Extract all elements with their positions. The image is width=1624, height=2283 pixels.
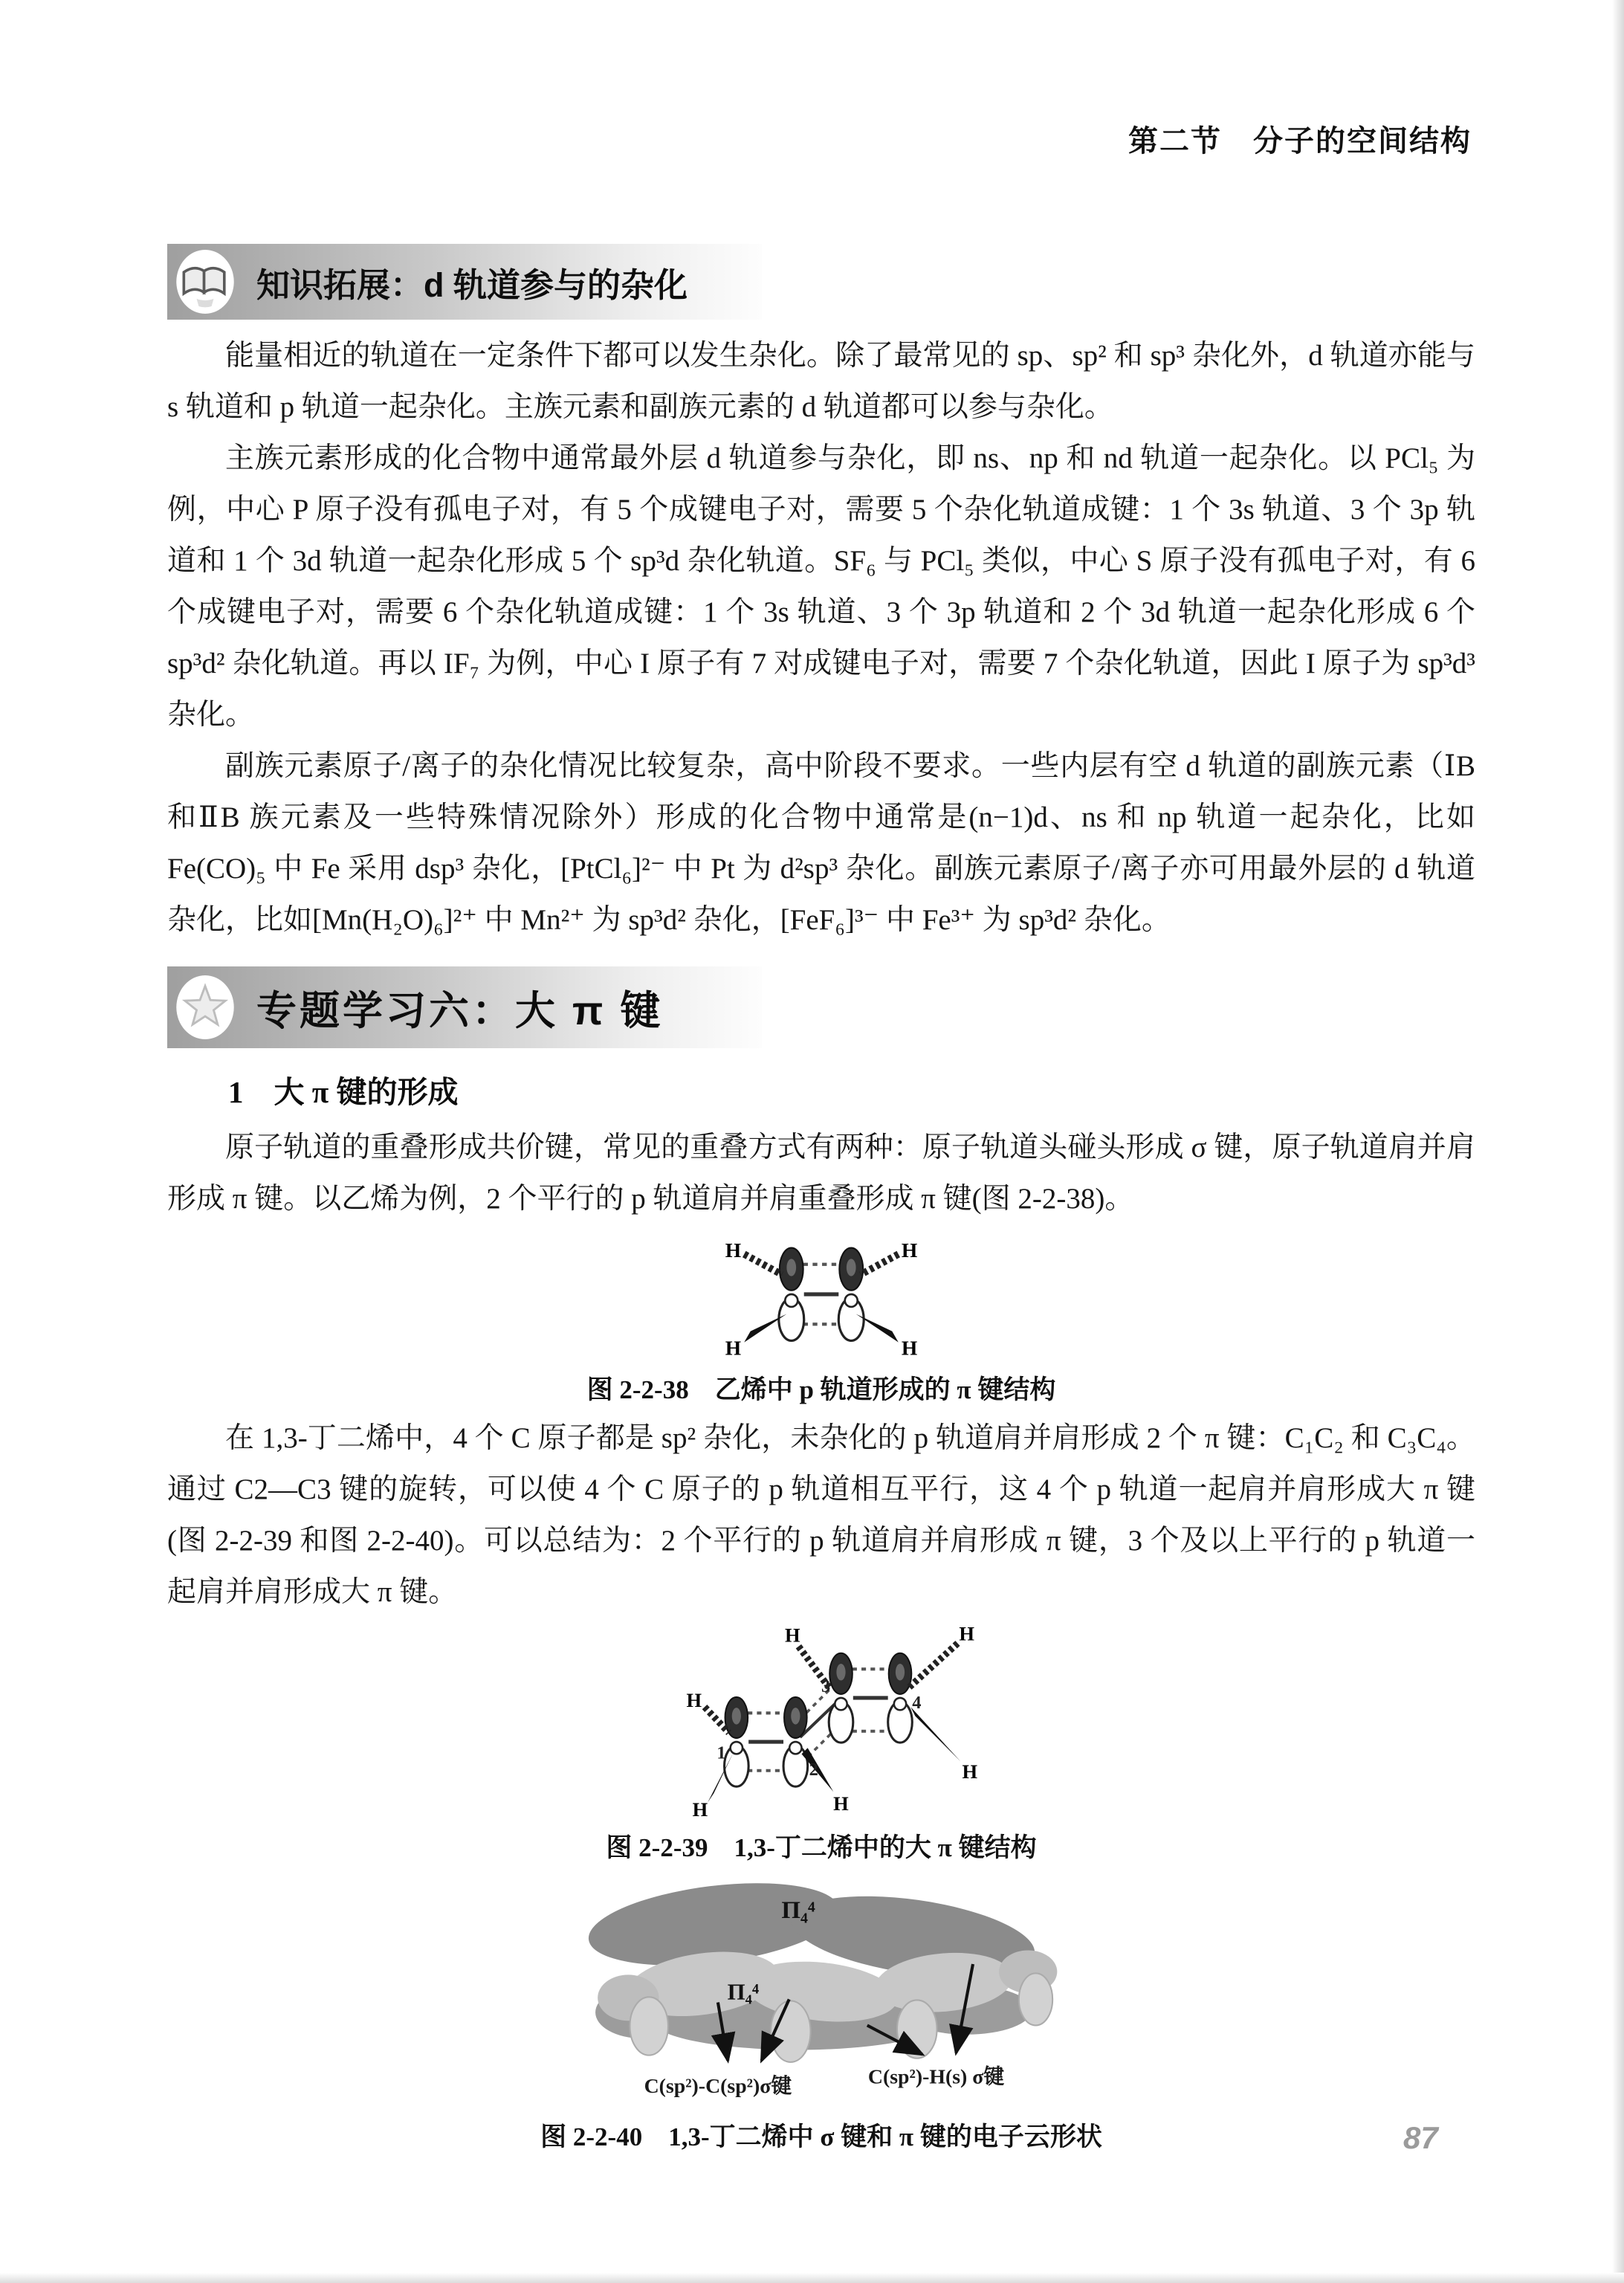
orbital-number: 3	[821, 1676, 831, 1696]
figure-caption: 图 2-2-38 乙烯中 p 轨道形成的 π 键结构	[586, 1375, 1056, 1404]
h-atom-label: H	[725, 1239, 742, 1262]
figure-caption: 图 2-2-40 1,3-丁二烯中 σ 键和 π 键的电子云形状	[540, 2122, 1102, 2151]
p-orbital-4	[888, 1653, 913, 1743]
h-atom-label: H	[833, 1792, 849, 1815]
page-edge-bottom	[0, 2273, 1624, 2283]
p-orbital-left	[779, 1248, 804, 1341]
knowledge-expansion-banner	[167, 244, 762, 320]
h-atom-label: H	[725, 1336, 742, 1360]
p-orbital-1	[725, 1697, 749, 1786]
orbital-number: 2	[809, 1759, 818, 1780]
h-atom-label: H	[692, 1798, 708, 1819]
pi-bond-label-side: Π₄⁴	[727, 1978, 760, 2005]
topic-study-banner	[167, 966, 762, 1048]
figure-2-2-39	[167, 1622, 1475, 1864]
page-edge-right	[1612, 0, 1624, 2283]
section-title-knowledge: 知识拓展：d 轨道参与的杂化	[256, 265, 688, 304]
ch-hash-bond	[909, 1644, 957, 1688]
p-orbital-right	[838, 1248, 864, 1341]
p-orbital-3	[829, 1653, 853, 1743]
figure-caption: 图 2-2-39 1,3-丁二烯中的大 π 键结构	[606, 1833, 1037, 1862]
paragraph-hybridization-2: 主族元素形成的化合物中通常最外层 d 轨道参与杂化，即 ns、np 和 nd 轨道一起杂化。以 PCl₅ 为例，中心 P 原子没有孤电子对，有 5 个成键电子对，需要 5 个杂化轨道成键：1 个 3s 轨道、3 个 3p 轨道和 1 个 3d 轨道一起杂化形成 5 个 sp³d 杂化轨道。SF₆ 与 PCl₅ 类似，中心 S 原子没有孤电子对，有 6 个成键电子对，需要 6 个杂化轨道成键：1 个 3s 轨道、3 个 3p 轨道和 2 个 3d 轨道一起杂化形成 6 个 sp³d² 杂化轨道。再以 IF₇ 为例，中心 I 原子有 7 对成键电子对，需要 7 个杂化轨道，因此 I 原子为 sp³d³ 杂化。	[167, 442, 1475, 731]
ch-hash-bond	[861, 1254, 899, 1275]
paragraph-pi-bond-2: 在 1,3-丁二烯中，4 个 C 原子都是 sp² 杂化，未杂化的 p 轨道肩并肩形成 2 个 π 键：C₁C₂ 和 C₃C₄。通过 C2—C3 键的旋转，可以使 4 个 C 原子的 p 轨道相互平行，这 4 个 p 轨道一起肩并肩形成大 π 键(图 2-2-39 和图 2-2-40)。可以总结为：2 个平行的 p 轨道肩并肩形成 π 键，3 个及以上平行的 p 轨道一起肩并肩形成大 π 键。	[167, 1422, 1475, 1608]
butadiene-electron-cloud-diagram	[569, 1870, 1074, 2108]
book-icon	[173, 247, 237, 317]
star-icon	[173, 972, 237, 1042]
paragraph-hybridization-1: 能量相近的轨道在一定条件下都可以发生杂化。除了最常见的 sp、sp² 和 sp³ 杂化外，d 轨道亦能与 s 轨道和 p 轨道一起杂化。主族元素和副族元素的 d 轨道都可以参与杂化。	[167, 340, 1475, 423]
butadiene-big-pi-diagram	[647, 1622, 996, 1819]
h-atom-label: H	[686, 1689, 702, 1712]
orbital-number: 4	[912, 1693, 922, 1714]
pi-bond-label-top: Π₄⁴	[781, 1897, 815, 1925]
page-number: 87	[1403, 2120, 1438, 2155]
ch-hash-bond	[744, 1254, 782, 1275]
ethylene-pi-bond-diagram	[699, 1227, 944, 1361]
h-atom-label: H	[962, 1760, 978, 1783]
section-title-topic: 专题学习六：大 π 键	[256, 988, 664, 1033]
page-content	[167, 244, 1475, 2160]
figure-2-2-38	[167, 1227, 1475, 1407]
paragraph-pi-bond-1: 原子轨道的重叠形成共价键，常见的重叠方式有两种：原子轨道头碰头形成 σ 键，原子轨道肩并肩形成 π 键。以乙烯为例，2 个平行的 p 轨道肩并肩重叠形成 π 键(图 2-2-38)。	[167, 1131, 1475, 1215]
h-atom-label: H	[901, 1336, 918, 1360]
paragraph-hybridization-3: 副族元素原子/离子的杂化情况比较复杂，高中阶段不要求。一些内层有空 d 轨道的副族元素（ⅠB 和ⅡB 族元素及一些特殊情况除外）形成的化合物中通常是(n−1)d、ns 和 np 轨道一起杂化，比如 Fe(CO)₅ 中 Fe 采用 dsp³ 杂化，[PtCl₆]²⁻ 中 Pt 为 d²sp³ 杂化。副族元素原子/离子亦可用最外层的 d 轨道杂化，比如[Mn(H₂O)₆]²⁺ 中 Mn²⁺ 为 sp³d² 杂化，[FeF₆]³⁻ 中 Fe³⁺ 为 sp³d² 杂化。	[167, 750, 1475, 936]
subsection-title: 1 大 π 键的形成	[228, 1075, 459, 1109]
h-atom-label: H	[901, 1239, 918, 1262]
running-header: 第二节 分子的空间结构	[1128, 125, 1472, 158]
figure-2-2-40	[167, 1870, 1475, 2154]
sigma-ch-label: C(sp²)-H(s) σ键	[867, 2065, 1005, 2089]
h-atom-label: H	[959, 1622, 974, 1645]
sigma-cc-label: C(sp²)-C(sp²)σ键	[644, 2075, 792, 2099]
p-orbital-2	[783, 1697, 808, 1786]
orbital-number: 1	[716, 1743, 726, 1763]
h-atom-label: H	[784, 1624, 800, 1647]
ch-wedge-bond	[910, 1707, 960, 1761]
